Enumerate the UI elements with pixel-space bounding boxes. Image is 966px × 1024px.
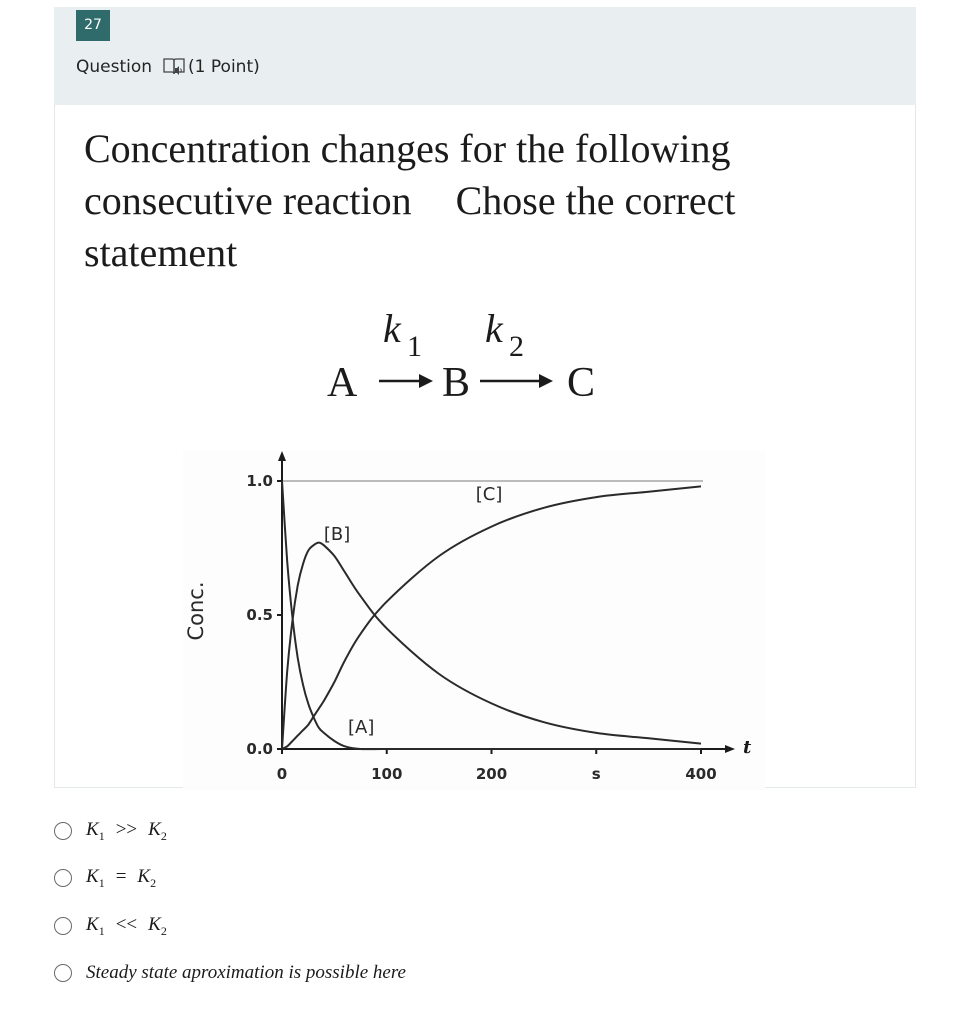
x-axis-label: t <box>743 737 752 758</box>
rate-constant-k1: k <box>383 306 401 351</box>
y-tick-label: 0.0 <box>246 740 273 758</box>
option-k1-much-less-k2[interactable] <box>54 914 167 939</box>
y-tick-label: 1.0 <box>246 472 273 490</box>
concentration-chart <box>183 451 765 791</box>
series-label-a: [A] <box>347 716 375 738</box>
radio-button[interactable] <box>54 822 72 840</box>
immersive-reader-icon[interactable] <box>162 56 186 78</box>
series-label-b: [B] <box>323 523 351 545</box>
y-axis-label: Conc. <box>184 581 208 641</box>
rate-constant-k1-sub: 1 <box>407 330 422 363</box>
question-points: (1 Point) <box>188 57 260 77</box>
x-tick-label: s <box>591 765 601 783</box>
rate-constant-k2-sub: 2 <box>509 330 524 363</box>
x-tick-label: 0 <box>276 765 288 783</box>
radio-button[interactable] <box>54 917 72 935</box>
series-label-c: [C] <box>475 483 503 505</box>
question-text-line3: statement <box>84 230 238 275</box>
x-tick-label: 100 <box>371 765 403 783</box>
y-tick-label: 0.5 <box>246 606 273 624</box>
radio-button[interactable] <box>54 869 72 887</box>
option-label: Steady state aproximation is possible here <box>86 962 406 983</box>
question-text-line1: Concentration changes for the following <box>84 126 731 171</box>
x-tick-label: 400 <box>685 765 717 783</box>
option-k1-much-greater-k2[interactable] <box>54 819 167 844</box>
option-steady-state[interactable] <box>54 962 406 984</box>
reaction-arrow-2 <box>480 374 553 388</box>
question-label: Question <box>76 57 153 77</box>
question-number-badge: 27 <box>76 10 110 41</box>
option-k1-equals-k2[interactable] <box>54 866 156 891</box>
question-header <box>54 7 916 105</box>
question-text-line2a: consecutive reaction <box>84 178 412 223</box>
reaction-scheme <box>325 300 645 410</box>
question-text-line2b: Chose the correct <box>455 178 736 223</box>
species-a: A <box>327 360 358 406</box>
reaction-arrow-1 <box>379 374 433 388</box>
question-content <box>54 105 916 788</box>
question-text <box>84 123 824 279</box>
option-label: $K_1 = K_2$ <box>86 866 157 890</box>
rate-constant-k2: k <box>485 306 503 351</box>
x-tick-label: 200 <box>475 765 508 783</box>
species-b: B <box>442 360 471 406</box>
radio-button[interactable] <box>54 964 72 982</box>
question-label-row <box>76 56 260 78</box>
option-label: $K_1 << K_2$ <box>86 914 167 938</box>
species-c: C <box>567 360 596 406</box>
option-label: $K_1 >> K_2$ <box>86 819 167 843</box>
